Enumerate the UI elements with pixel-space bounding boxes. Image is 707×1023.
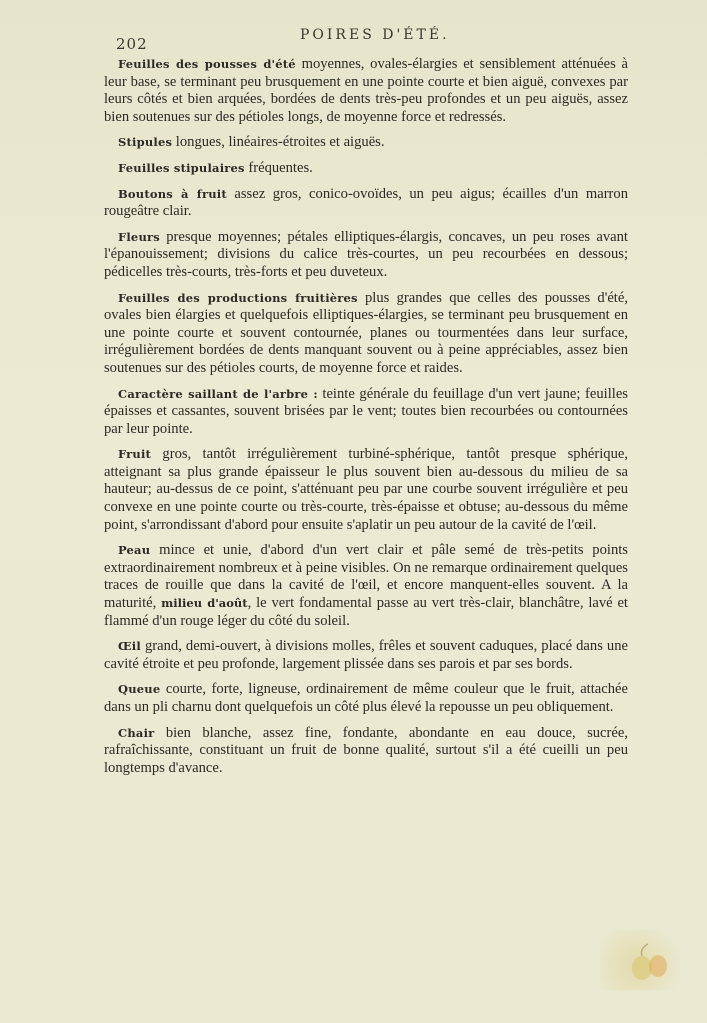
term-label: Feuilles des pousses d'été: [118, 57, 296, 71]
paragraph-feuilles-stipulaires: [104, 160, 628, 178]
paragraph-queue: [104, 681, 628, 716]
running-head: POIRES D'ÉTÉ.: [300, 27, 450, 43]
paragraph-text-after: , le vert fondamental passe au vert très-clair, blanchâtre, lavé et flammé d'un rouge léger du côté du soleil.: [104, 595, 628, 629]
paragraph-boutons: [104, 186, 628, 221]
term-label: Feuilles stipulaires: [118, 160, 245, 175]
paragraph-text: mince et unie, d'abord d'un vert clair et pâle semé de très-petits points extraordinairement nombreux et à peine visibles. On ne remarque ordinairement quelques traces de rouille que dans la cavité de l'œil, et encore manquent-elles souvent. A la maturité,: [104, 542, 628, 612]
paragraph-peau: [104, 542, 628, 630]
paragraph-text: bien blanche, assez fine, fondante, abondante en eau douce, sucrée, rafraîchissante, constituant un fruit de bonne qualité, surtout s'il a été cueilli un peu longtemps d'avance.: [104, 724, 628, 776]
paragraph-chair: [104, 725, 628, 778]
term-label: Stipules: [118, 135, 173, 150]
paragraph-feuilles-productions: [104, 290, 628, 378]
paragraph-text: longues, linéaires-étroites et aiguës.: [172, 134, 385, 151]
paragraph-oeil: [104, 638, 628, 673]
term-label: Fleurs: [118, 229, 160, 244]
pear-icon: [618, 936, 678, 986]
paragraph-text: assez gros, conico-ovoïdes, un peu aigus; écailles d'un marron rougeâtre clair.: [104, 185, 629, 220]
pear-watermark: [600, 930, 692, 990]
paragraph-feuilles-pousses: [104, 56, 628, 126]
term-label: Caractère saillant de l'arbre :: [118, 386, 318, 401]
paragraph-fleurs: [104, 229, 628, 282]
term-label: Fruit: [118, 447, 152, 462]
term-label: Chair: [118, 725, 155, 740]
page-number: 202: [116, 35, 148, 53]
inline-term: milieu d'août: [161, 596, 248, 611]
term-label: Œil: [118, 639, 141, 654]
paragraph-text: courte, forte, ligneuse, ordinairement de même couleur que le fruit, attachée dans un pli charnu dont quelquefois un côté plus élevé la repousse un peu obliquement.: [104, 681, 628, 715]
paragraph-fruit: [104, 446, 628, 534]
paragraph-text: grand, demi-ouvert, à divisions molles, frêles et souvent caduques, placé dans une cavité étroite et peu profonde, largement plissée dans ses parois et par ses bords.: [104, 638, 628, 672]
term-label: Feuilles des productions fruitières: [118, 290, 358, 305]
paragraph-stipules: [104, 134, 628, 152]
paragraph-text: gros, tantôt irrégulièrement turbiné-sphérique, tantôt presque sphérique, atteignant sa plus grande épaisseur le plus souvent bien au-dessous du milieu de sa hauteur; au-dessus de ce point, s'atténuant peu par une courbe souvent irrégulière et peu convexe en une pointe courte ou très-courte, très-épaisse et obtuse; au-dessous du même point, s'arrondissant d'abord pour ensuite s'aplatir un peu autour de la cavité de l'œil.: [104, 446, 628, 533]
paragraph-text: teinte générale du feuillage d'un vert jaune; feuilles épaisses et cassantes, souvent brisées par le vent; toutes bien recourbées ou contournées par leur pointe.: [104, 385, 628, 437]
term-label: Boutons à fruit: [118, 186, 227, 201]
term-label: Queue: [118, 682, 161, 697]
paragraph-text: plus grandes que celles des pousses d'été, ovales bien élargies et quelquefois elliptiques-élargies, se terminant peu brusquement en une pointe courte et souvent contournée, planes ou tourmentées dans leur surface, irrégulièrement bordées de dents manquant souvent ou à peine appréciables, assez bien soutenues sur des pétioles courts, de moyenne force et raides.: [104, 289, 628, 376]
paragraph-caractere: [104, 386, 628, 439]
term-label: Peau: [118, 543, 151, 558]
paragraph-text: presque moyennes; pétales elliptiques-élargis, concaves, un peu roses avant l'épanouissement; divisions du calice très-courtes, un peu recourbées en dessous; pédicelles très-courts, très-forts et peu duveteux.: [104, 228, 628, 280]
paragraph-text: moyennes, ovales-élargies et sensiblement atténuées à leur base, se terminant peu brusquement en une pointe courte et bien aiguë, convexes par leurs côtés et bien arquées, bordées de dents très-peu profondes et un peu aiguës, assez bien soutenues sur des pétioles longs, de moyenne force et redressés.: [104, 56, 628, 125]
page-body: [104, 56, 628, 785]
paragraph-text: fréquentes.: [244, 159, 313, 176]
